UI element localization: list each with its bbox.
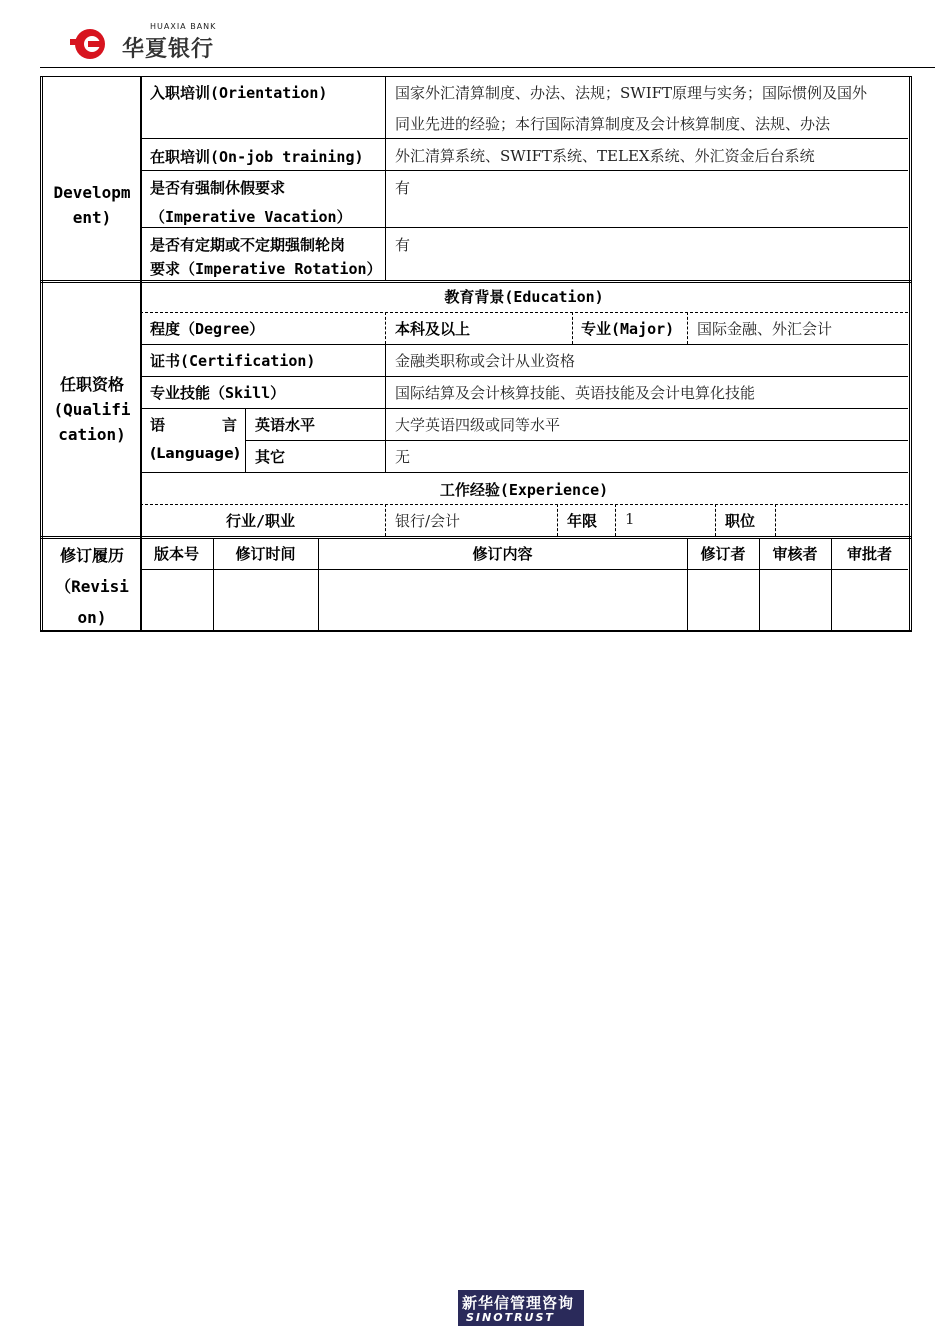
major-label: 专业(Major)	[581, 320, 675, 338]
position-label: 职位	[725, 512, 756, 530]
development-section-label: Developm ent)	[53, 183, 131, 227]
vacation-label-line1: 是否有强制休假要求	[150, 179, 286, 197]
orientation-value-line2: 同业先进的经验；本行国际清算制度及会计核算制度、法规、办法	[395, 115, 831, 133]
years-value: 1	[625, 510, 635, 528]
rotation-label-line2: 要求（Imperative Rotation）	[150, 260, 382, 278]
language-label-en: (Language)	[150, 446, 241, 462]
certification-label: 证书(Certification)	[150, 352, 316, 370]
logo-chinese-text: 华夏银行	[122, 37, 215, 62]
language-label-char2: 言	[222, 416, 238, 434]
language-label-char1: 语	[150, 416, 166, 434]
vacation-value: 有	[395, 179, 411, 197]
orientation-label: 入职培训(Orientation)	[150, 84, 328, 102]
english-level-value: 大学英语四级或同等水平	[395, 416, 561, 434]
on-job-training-label: 在职培训(On-job training)	[150, 148, 364, 166]
job-description-table	[40, 76, 912, 631]
sinotrust-logo-cn: 新华信管理咨询	[462, 1294, 575, 1312]
rotation-value: 有	[395, 236, 411, 254]
education-header: 教育背景(Education)	[444, 288, 604, 306]
on-job-training-value: 外汇清算系统、SWIFT系统、TELEX系统、外汇资金后台系统	[395, 147, 815, 165]
revision-section-label: 修订履历 （Revisi on)	[55, 546, 129, 627]
english-level-label: 英语水平	[255, 416, 316, 434]
col-auditor: 审核者	[772, 545, 818, 563]
experience-header: 工作经验(Experience)	[439, 481, 609, 499]
orientation-value-line1: 国家外汇清算制度、办法、法规；SWIFT原理与实务；国际惯例及国外	[395, 84, 868, 102]
qualification-section-label: 任职资格 (Qualifi cation)	[53, 375, 131, 444]
other-language-value: 无	[395, 448, 411, 466]
vacation-label-line2: （Imperative Vacation）	[150, 208, 352, 226]
skill-label: 专业技能（Skill）	[150, 384, 286, 402]
industry-label: 行业/职业	[226, 512, 296, 530]
years-label: 年限	[567, 512, 598, 530]
rotation-label-line1: 是否有定期或不定期强制轮岗	[150, 236, 346, 254]
col-version: 版本号	[153, 545, 199, 563]
industry-value: 银行/会计	[395, 512, 461, 530]
degree-label: 程度（Degree）	[150, 320, 265, 338]
logo-english-text: HUAXIA BANK	[150, 22, 217, 31]
major-value: 国际金融、外汇会计	[697, 320, 833, 338]
other-language-label: 其它	[255, 448, 286, 466]
sinotrust-logo-en: SINOTRUST	[466, 1311, 555, 1324]
col-revision-content: 修订内容	[472, 545, 533, 563]
col-reviser: 修订者	[700, 545, 746, 563]
col-approver: 审批者	[846, 545, 892, 563]
skill-value: 国际结算及会计核算技能、英语技能及会计电算化技能	[395, 384, 756, 402]
header-rule	[40, 67, 935, 68]
certification-value: 金融类职称或会计从业资格	[395, 352, 576, 370]
col-revision-time: 修订时间	[235, 545, 296, 563]
degree-value: 本科及以上	[395, 320, 471, 338]
